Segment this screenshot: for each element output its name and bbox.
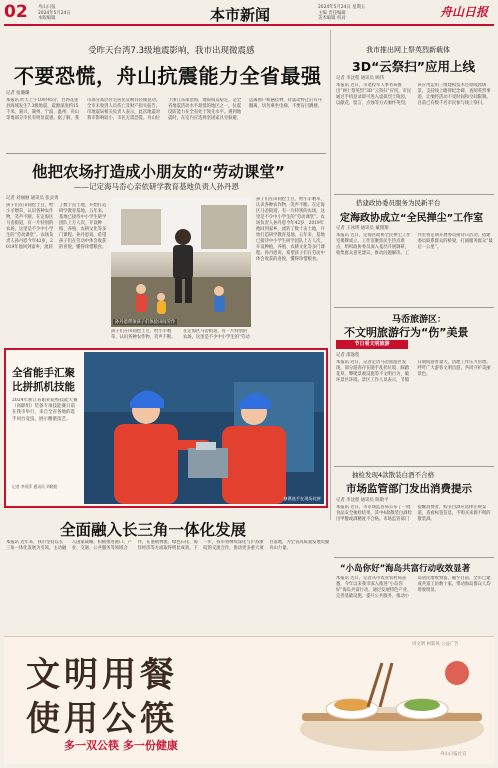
story1-kicker: 受昨天台湾7.3级地震影响，我市出现微震感 [88,46,255,56]
story1-byline: 记者 张璐璐 [6,91,30,96]
feature-body-right: 孩子们在田间挖土豆、给小羊喂草、认识各种农作物，笑声不断。在定海区马岙街道，有一片特别的农场，这里是不少中小学生的“劳动课堂”。农场负责人孙丹恩今年42岁，2019年他回到家乡，流转了数十亩土地，开始打造研学教育基地。五年来，基地已接待中小学生研学团队上万人次，开设种植、养殖、农耕文化等多门课程。孙丹恩说，希望孩子们在劳动中体会收获的喜悦，懂得珍惜粮食。 [256,197,325,262]
story3-body: 本报讯 近日，定海区政协全民掸尘工作室揭牌成立。工作室聚焦民生热点难点，组织政协委员深入基层开展调研，收集群众意见建议，推动问题解决。工作室将定期开展委员接待日活动，搭建委员联系群众的桥梁，打通服务群众“最后一公里”。 [336,233,493,256]
story4-body: 本报讯 近日，记者走访马岙旅游区发现，部分游客存在随手乱扔垃圾、踩踏花草、攀爬景观设施等不文明行为，破坏景区环境。景区工作人员表示，节假日期间游客量大，清理工作压力倍增。呼吁广大游客文明出游，共同守护美丽景色。 [336,360,491,383]
section-title: 本市新闻 [210,6,271,24]
highlight-title: 全省能手汇聚比拼抓机技能 [12,367,75,393]
page-header [0,0,498,26]
story3-kicker: 搭建政协委员服务为民新平台 [356,199,441,207]
feature-photo [111,197,251,327]
story7-body: 本报讯 近年来，我市坚持以长三角一体化发展为引领，主动融入国家战略，积极推进港口、产业、交通、公共服务等领域合作，在港航物流、绿色石化、海洋经济等方面取得明显成效。下一步，我市将继续深化与沪苏浙皖的交流合作，推动更多重大项目落地，为全省高质量发展贡献舟山力量。 [6,540,330,551]
story5-kicker: 抽检发现4款散装白酒不合格 [352,471,435,479]
rule-e [334,557,494,558]
feature-body-left: 孩子们在田间挖土豆、给小羊喂草、认识各种农作物，笑声不断。在定海区马岙街道，有一片特别的农场，这里是不少中小学生的“劳动课堂”。农场负责人孙丹恩今年42岁，2019年他回到家乡，流转了数十亩土地，开始打造研学教育基地。五年来，基地已接待中小学生研学团队上万人次，开设种植、养殖、农耕文化等多门课程。孙丹恩说，希望孩子们在劳动中体会收获的喜悦，懂得珍惜粮食。 [6,203,107,250]
story4-title: 不文明旅游行为“伤”美景 [344,326,469,339]
ad-small-bottom: 舟山日报社宣 [440,752,467,757]
story2-title: 3D“云祭扫”应用上线 [352,59,476,74]
ad-line-1: 文明用餐 [26,655,178,695]
column-divider [330,30,331,520]
paper-logo: 舟山日报 [440,5,489,19]
story4-byline: 记者 邵逸程 [336,353,360,358]
story6-kicker: “小岛你好”海岛共富行动收效显著 [340,564,471,574]
header-info-right: 2024年5月24日 星期五 主编 责任编辑 美术编辑 校对 [318,5,366,21]
story2-byline: 记者 李沈程 通讯员 顾伟 [336,76,385,81]
ad-slogan: 多一双公筷 多一份健康 [64,739,178,752]
feature-title: 他把农场打造成小朋友的“劳动课堂” [32,163,285,181]
header-rule [4,24,494,26]
story3-title: 定海政协成立“全民掸尘”工作室 [340,213,484,224]
feature-body-bottom: 孩子们在田间挖土豆、给小羊喂草、认识各种农作物，笑声不断。在定海区马岙街道，有一片特别的农场，这里是不少中小学生的“劳动 [111,329,250,340]
rule-a [6,153,326,154]
story2-kicker: 我市推出网上祭英烈新载体 [366,46,450,54]
highlight-photo [84,352,324,504]
ad-small-top: 讲文明 树新风 公益广告 [412,642,459,647]
page-number: 02 [4,2,28,22]
story1-title: 不要恐慌，舟山抗震能力全省最强 [14,64,322,88]
feature-subtitle: ——记定海马岙心亲依研学教育基地负责人孙丹恩 [74,182,239,191]
rule-c [334,307,494,308]
feature-byline: 记者 刘丽丽 通讯员 张灵勇 [6,196,59,201]
header-info-left: 舟山日报 2024年5月24日 本版编辑 [38,5,71,21]
story4-kicker: 马岙旅游区： [392,315,447,325]
story1-body: 本报讯 昨天上午10时45分，台湾花莲县海域发生7.3级地震，震源深度约15千米。嘉兴、湖州、宁波、温州、舟山等地部分市民有明显震感。据了解，我市部分高层住宅居民反映有轻微晃动，全市未收到人员伤亡及财产损失报告。市地震局相关负责人表示，此次地震对我市影响较小，市民无需恐慌。舟山位于浙江东部沿海，地质构造稳定，是全省地震活动水平最低的地区之一，抗震设防能力在全省处于领先水平。遇到地震时，在室内应选择坚固家具旁躲避，远离窗户和悬挂物，待震动停止后有序撤离，切勿乘坐电梯，不要盲目跳楼。 [6,98,323,121]
highlight-lead: 2024年浙江省职业院校技能大赛（高职组）装备专项技能赛日前在我市举行，来自全省各地的选手同台竞技，展示精湛技艺。 [12,398,78,422]
story2-body: 本报讯 近日，市退役军人事务局推出“网上祭英烈”3D“云祭扫”应用，市民通过手机登录即可进入虚拟烈士陵园，以献花、留言、点烛等方式缅怀英烈。该应用运用三维建模技术还原陵园场景，支持线上瞻仰纪念碑、查阅英烈事迹，让缅怀活动不受时间和空间限制。目前已有数千名市民参与线上祭扫。 [336,83,491,106]
highlight-photo-illustration [84,352,324,504]
rule-b [334,194,494,195]
highlight-byline: 记者 李茂萍 通讯员 刘晓阳 [12,484,58,489]
rule-d [334,466,494,467]
ad-line-2: 使用公筷 [26,699,178,739]
story6-body: 本报讯 近日，记者从市农业农村局获悉，今年以来我市深入推进“小岛你好”海岛共富行动，通过发展特色产业、完善基础设施、提升公共服务，推动小岛居民增收致富。截至目前，全市已建成共富工坊数十家，带动海岛群众人均增收明显。 [336,576,491,599]
story3-byline: 记者 王冰瑛 通讯员 戴翔翔 [336,226,389,231]
feature-photo-illustration [111,197,251,327]
public-service-ad [4,636,494,764]
feature-photo-caption: 孙丹恩带领孩子们体验田间劳作 [115,320,176,325]
story5-title: 市场监管部门发出消费提示 [346,483,472,495]
story5-byline: 记者 李沈程 通讯员 陈敬平 [336,498,389,503]
story7-title: 全面融入长三角一体化发展 [60,521,247,539]
highlight-photo-caption: 参赛选手在现场比拼 [283,496,321,501]
story5-body: 本报讯 近日，市市场监管局公布了一批食品安全抽检结果，其中4款散装白酒检出甲醇或酒精度不合格。市场监管部门提醒消费者，购买白酒应选择正规渠道，查看标签信息，不购买来源不明的散装酒。 [336,505,491,522]
story4-tag: 节日看文明旅游 [336,340,408,349]
ad-illustration [272,643,492,761]
